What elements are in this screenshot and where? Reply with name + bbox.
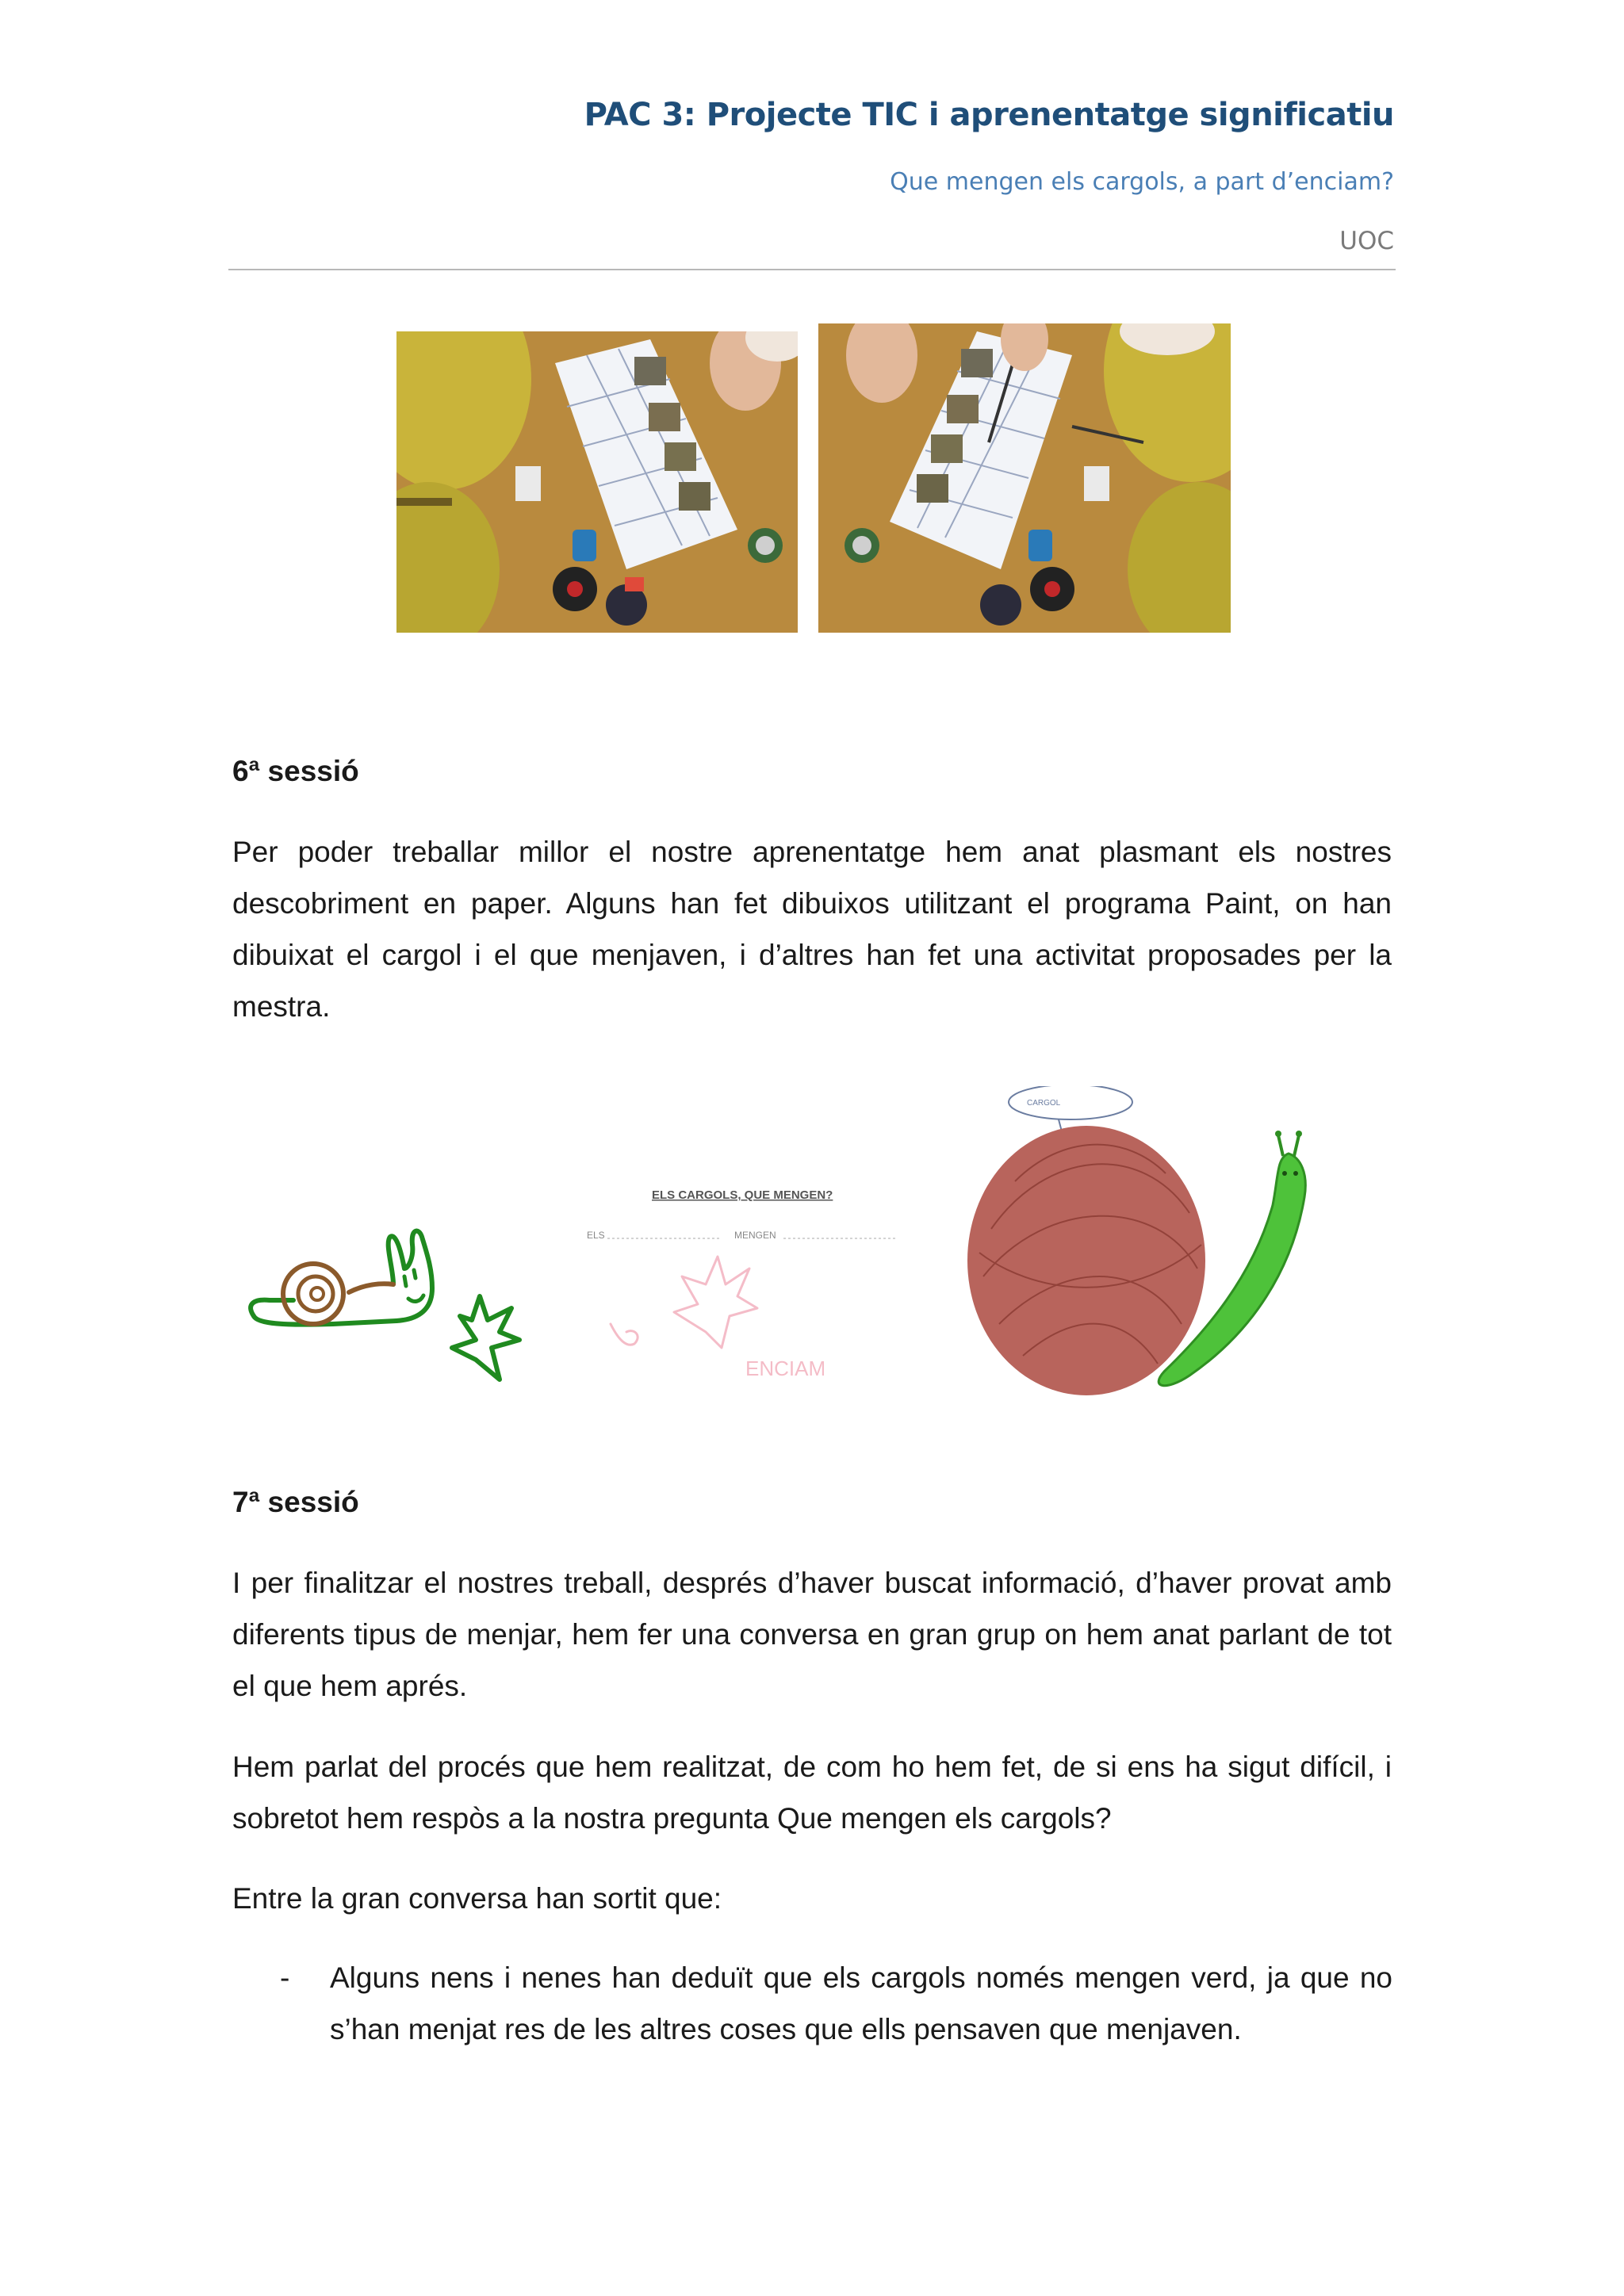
worksheet-answer: ENCIAM xyxy=(745,1357,826,1380)
paint-snail-drawing xyxy=(238,1221,539,1395)
session-7-heading: 7ª sessió xyxy=(232,1486,359,1518)
bullet-marker: - xyxy=(280,1961,290,1994)
activity-worksheet-drawing xyxy=(579,1173,896,1411)
speech-bubble-text: CARGOL xyxy=(1027,1099,1061,1108)
worksheet-label-mengen: MENGEN xyxy=(734,1230,776,1241)
session-6-heading: 6ª sessió xyxy=(232,755,359,787)
red-food-green-snail-drawing xyxy=(967,1086,1356,1419)
header-title: PAC 3: Projecte TIC i aprenentatge significatiu xyxy=(584,97,1394,133)
session-7-paragraph-3: Entre la gran conversa han sortit que: xyxy=(232,1882,722,1915)
header-organization: UOC xyxy=(1339,227,1394,255)
classroom-table-photo-2 xyxy=(818,323,1231,633)
classroom-table-photo-1 xyxy=(396,331,798,633)
worksheet-title: ELS CARGOLS, QUE MENGEN? xyxy=(652,1188,833,1202)
session-6-paragraph: Per poder treballar millor el nostre aprenentatge hem anat plasmant els nostres descobriment en paper. Alguns han fet dibuixos utilitzant el programa Paint, on han dibuixat el cargol i el que menjaven, i d’altres han fet una activitat proposades per la mestra. xyxy=(232,836,1392,1023)
header-subtitle: Que mengen els cargols, a part d’enciam? xyxy=(890,168,1394,196)
header-divider xyxy=(228,269,1396,270)
session-7-paragraph-2: Hem parlat del procés que hem realitzat, de com ho hem fet, de si ens ha sigut difícil, i sobretot hem respòs a la nostra pregunta Que mengen els cargols? xyxy=(232,1751,1392,1835)
worksheet-label-els: ELS xyxy=(587,1230,605,1241)
session-7-paragraph-1: I per finalitzar el nostres treball, després d’haver buscat informació, d’haver provat amb diferents tipus de menjar, hem fer una conversa en gran grup on hem anat parlant de tot el que hem aprés. xyxy=(232,1567,1392,1702)
bullet-item: Alguns nens i nenes han deduït que els cargols només mengen verd, ja que no s’han menjat res de les altres coses que ells pensaven que menjaven. xyxy=(330,1961,1392,2045)
